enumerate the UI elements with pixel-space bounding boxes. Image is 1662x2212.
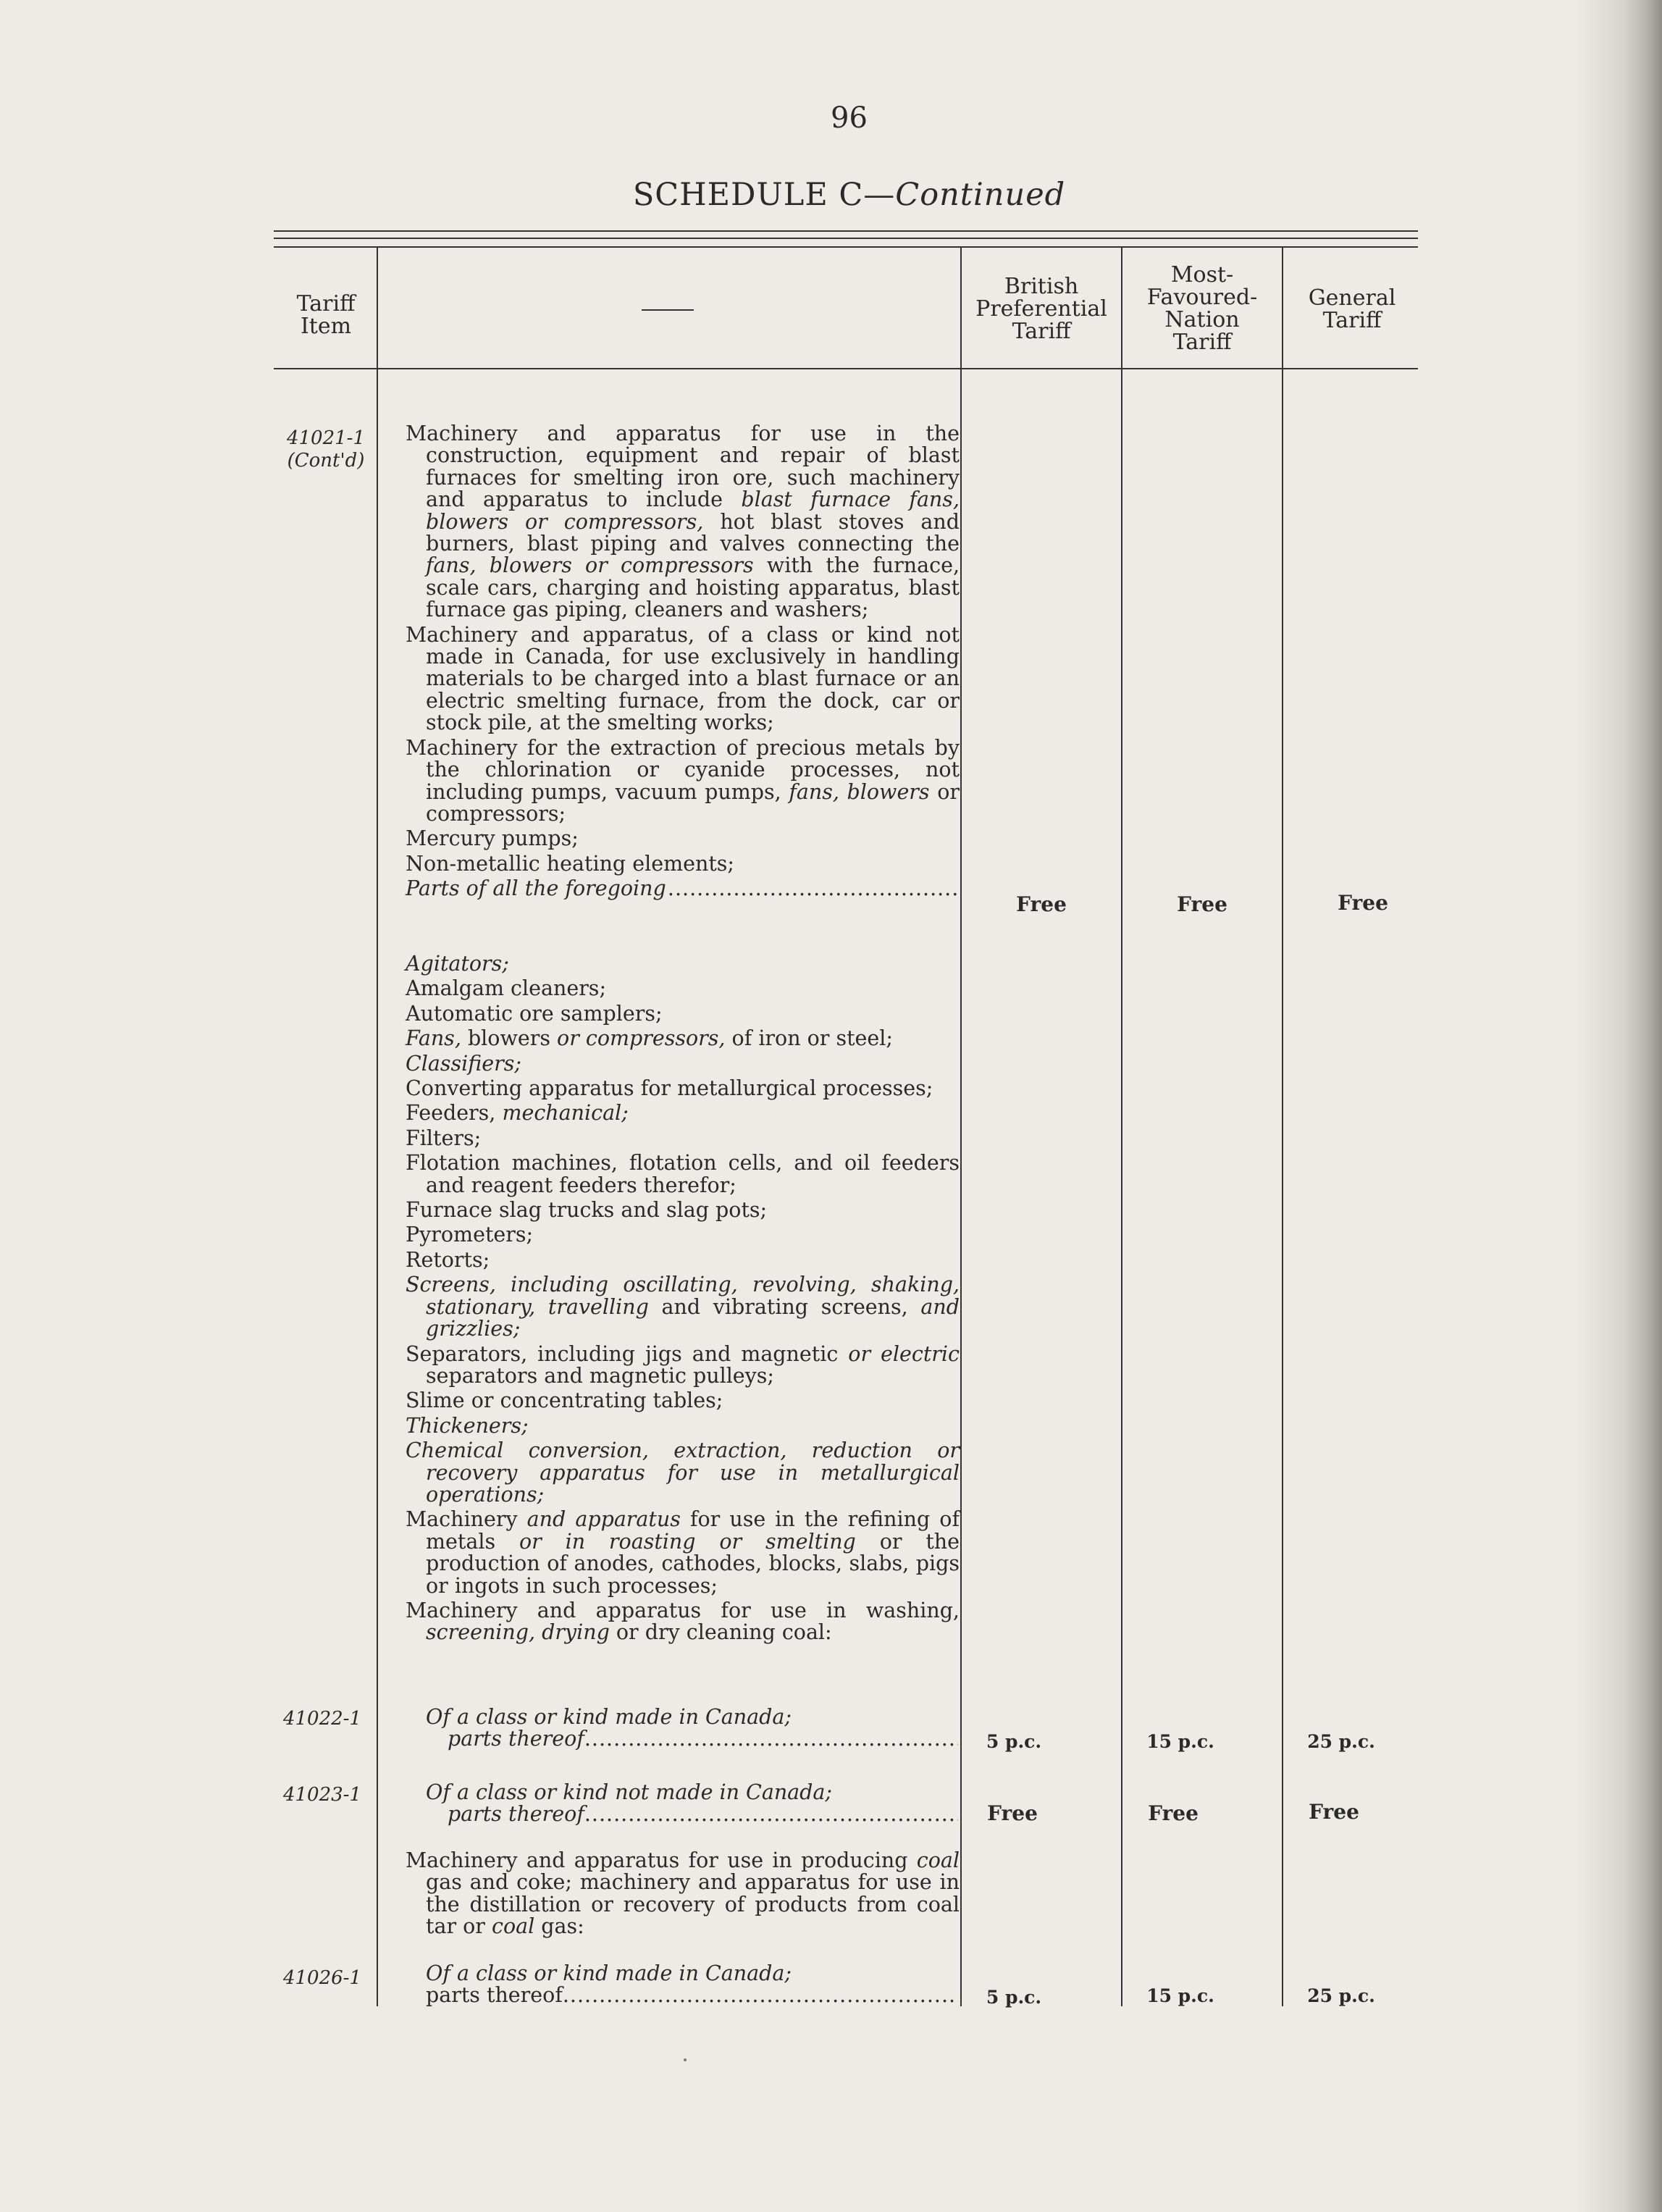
- rate-mfn-41021: Free: [1177, 892, 1227, 916]
- description-line: Flotation machines, flotation cells, and oil feeders and reagent feeders therefor;: [406, 1151, 960, 1197]
- description-paragraph: Machinery for the extraction of precious metals by the chlorination or cyanide processes, not including pumps, vacuum pumps, fans, blowers or compressors;: [406, 735, 960, 826]
- page-edge-shadow: [1575, 0, 1662, 2212]
- rate-general-41021: Free: [1338, 891, 1388, 915]
- description-line: Furnace slag trucks and slag pots;: [406, 1198, 768, 1223]
- description-line: Converting apparatus for metallurgical processes;: [406, 1076, 933, 1101]
- description-line: Screens, including oscillating, revolving, shaking, stationary, travelling and vibrating screens, and grizzlies;: [406, 1273, 960, 1341]
- table-top-rule-3: [274, 246, 1418, 248]
- header-british-preferential: British Preferential Tariff: [975, 274, 1107, 344]
- description-paragraph: Machinery and apparatus for use in the construction, equipment and repair of blast furnaces for smelting iron ore, such machinery and apparatus to include blast furnace fans, blowers or compressors, hot blast stoves and burners, blast piping and valves connecting the fans, blowers or compressors with the furnace, scale cars, charging and hoisting apparatus, blast furnace gas piping, cleaners and washers;: [406, 422, 960, 622]
- description-line: Separators, including jigs and magnetic or electric separators and magnetic pulleys;: [406, 1341, 960, 1388]
- description-line: Classifiers;: [406, 1051, 522, 1076]
- description-line: Agitators;: [406, 952, 509, 976]
- rate-british-41026: 5 p.c.: [986, 1987, 1042, 2008]
- subitem-41023: Of a class or kind not made in Canada; parts thereof .....: [426, 1782, 958, 1826]
- rate-general-41023: Free: [1309, 1800, 1359, 1824]
- column-divider-item: [377, 246, 378, 2006]
- description-block-coal-gas: [406, 1850, 960, 1938]
- description-line: Thickeners;: [406, 1413, 529, 1438]
- rate-general-41022: 25 p.c.: [1307, 1731, 1375, 1752]
- description-line: Pyrometers;: [406, 1223, 534, 1247]
- table-top-rule-2: [274, 238, 1418, 239]
- tariff-item-41026-1: 41026-1: [282, 1967, 362, 1989]
- rate-british-41021: Free: [1016, 892, 1067, 916]
- description-line: Filters;: [406, 1126, 482, 1150]
- header-description-dash: [642, 309, 694, 311]
- rate-mfn-41022: 15 p.c.: [1146, 1731, 1214, 1752]
- description-block-metallurgical: [406, 953, 960, 1644]
- table-top-rule: [274, 230, 1418, 232]
- description-line: Retorts;: [406, 1247, 490, 1272]
- subitem-41026: Of a class or kind made in Canada; parts thereof .....: [426, 1963, 958, 2007]
- description-line: Amalgam cleaners;: [406, 976, 607, 1001]
- tariff-item-41022-1: 41022-1: [282, 1708, 362, 1730]
- description-line: Slime or concentrating tables;: [406, 1388, 723, 1413]
- description-line: Automatic ore samplers;: [406, 1001, 663, 1026]
- rate-general-41026: 25 p.c.: [1307, 1985, 1375, 2006]
- description-line: Feeders, mechanical;: [406, 1101, 629, 1126]
- header-most-favoured-nation: Most- Favoured- Nation Tariff: [1146, 262, 1258, 355]
- page-speck: [684, 2058, 687, 2061]
- subitem-41022: Of a class or kind made in Canada; parts thereof .....: [426, 1706, 958, 1751]
- page-title: SCHEDULE C—Continued: [632, 177, 1066, 213]
- rate-british-41022: 5 p.c.: [986, 1731, 1042, 1752]
- header-tariff-item: Tariff Item: [296, 291, 356, 339]
- description-line: Fans, blowers or compressors, of iron or steel;: [406, 1026, 893, 1051]
- description-block-41021: [406, 423, 960, 900]
- page-number: 96: [831, 101, 868, 135]
- leader-line: Parts of all the foregoing .....: [406, 878, 960, 900]
- rate-british-41023: Free: [987, 1801, 1038, 1825]
- header-general-tariff: General Tariff: [1308, 285, 1396, 333]
- description-paragraph: Machinery and apparatus for use in producing coal gas and coke; machinery and apparatus for use in the distillation or recovery of products from coal tar or coal gas:: [406, 1848, 960, 1939]
- header-bottom-rule: [274, 368, 1418, 369]
- rate-mfn-41026: 15 p.c.: [1146, 1985, 1214, 2006]
- tariff-item-41021-1: 41021-1 (Cont'd): [286, 427, 366, 472]
- description-paragraph: Mercury pumps;: [406, 826, 579, 851]
- description-line: Machinery and apparatus for use in the refining of metals or in roasting or smelting or the production of anodes, cathodes, blocks, slabs, pigs or ingots in such processes;: [406, 1507, 960, 1598]
- description-paragraph: Non-metallic heating elements;: [406, 851, 734, 876]
- description-paragraph: Machinery and apparatus, of a class or kind not made in Canada, for use exclusively in handling materials to be charged into a blast furnace or an electric smelting furnace, from the dock, car or stock pile, at the smelting works;: [406, 622, 960, 735]
- description-line: Machinery and apparatus for use in washing, screening, drying or dry cleaning coal:: [406, 1598, 960, 1645]
- rate-mfn-41023: Free: [1148, 1801, 1199, 1825]
- tariff-item-41023-1: 41023-1: [282, 1784, 362, 1806]
- description-line: Chemical conversion, extraction, reduction or recovery apparatus for use in metallurgical operations;: [406, 1438, 960, 1507]
